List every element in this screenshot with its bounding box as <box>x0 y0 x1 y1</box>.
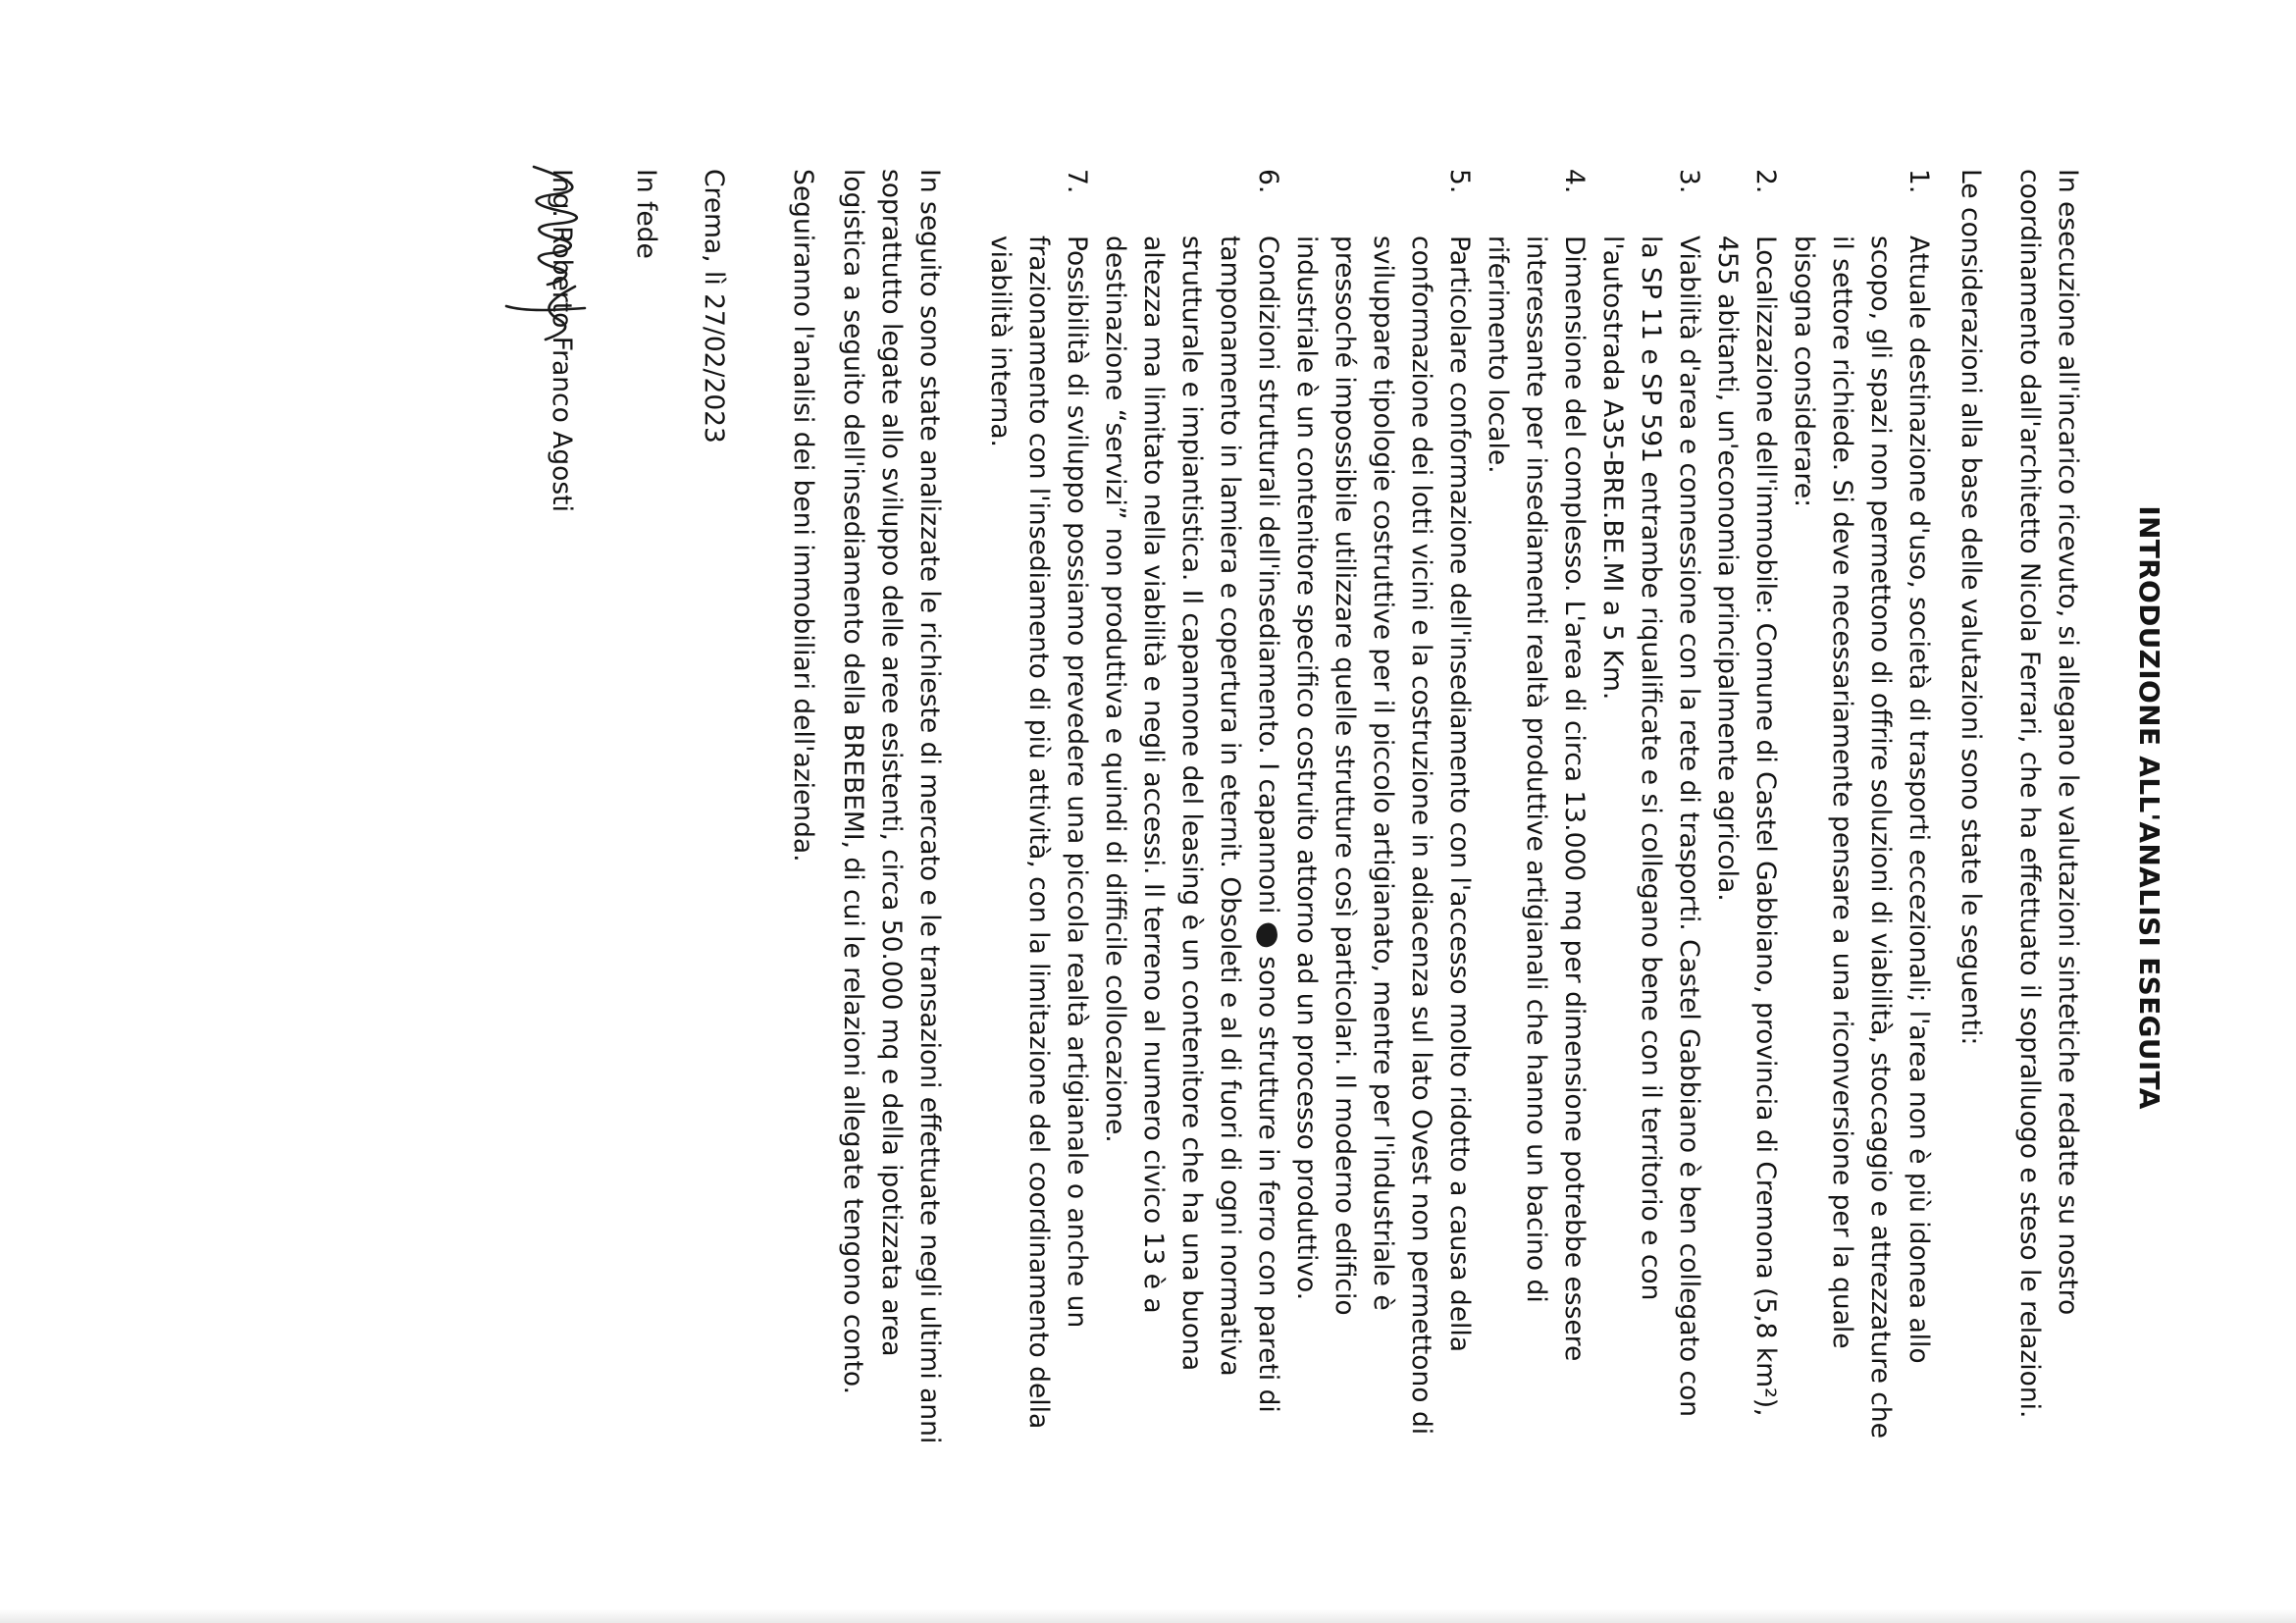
considerations-lead: Le considerazioni alla base delle valutazioni sono state le seguenti: <box>1956 169 1986 1046</box>
list-item-text: Viabilità d'area e connessione con la rete di trasporti. Castel Gabbiano è ben collegato con la SP 11 e SP 591 entrambe riqualificate e si collegano bene con il territorio e con l'autostrada A35-BRE.BE.MI a 5 Km. <box>1597 236 1704 1418</box>
list-item <box>1593 169 1708 1446</box>
list-item-text: Particolare conformazione dell'insediamento con l'accesso molto ridotto a causa della conformazione dei lotti vicini e la costruzione in adiacenza sul lato Ovest non permettono di sviluppare tipologie costruttive per il piccolo artigianato, mentre per l'industriale è pressoché impossibile utilizzare quelle strutture così particolari. Il moderno edificio industriale è un contenitore specifico costruito attorno ad un processo produttivo. <box>1291 236 1475 1436</box>
list-item <box>981 169 1096 1446</box>
redaction-mark <box>1254 921 1280 949</box>
list-item-number: 6. <box>1253 169 1283 194</box>
list-item-number: 1. <box>1904 169 1934 194</box>
list-item-number: 2. <box>1750 169 1781 194</box>
list-item-text: Possibilità di sviluppo possiamo prevedere una piccola realtà artigianale o anche un frazionamento con l'insediamento di più attività, con la limitazione del coordinamento della viabilità interna. <box>985 236 1092 1430</box>
list-item-text-before: Condizioni strutturali dell'insediamento. I capannoni <box>1253 236 1283 915</box>
followup-paragraph: In seguito sono state analizzate le richieste di mercato e le transazioni effettuate negli ultimi anni soprattutto legate allo sviluppo delle aree esistenti, circa 50.000 mq e della ipotizzata area logistica a seguito dell'insediamento della BREBEMI, di cui le relazioni allegate tengono conto. <box>838 169 945 1444</box>
list-item-number: 4. <box>1559 169 1590 194</box>
list-item <box>1479 169 1593 1446</box>
list-item-text-after: sono strutture in ferro con pareti di tamponamento in lamiera e copertura in eternit. Obsoleti e al di fuori di ogni normativa strutturale e impiantistica. Il capannone del leasing è un contenitore che ha una buona altezza ma limitato nella viabilità e negli accessi. Il terreno al numero civico 13 è a destinazione “servizi” non produttiva e quindi di difficile collocazione. <box>1100 236 1283 1413</box>
closing-paragraph: Seguiranno l'analisi dei beni immobiliari dell'azienda. <box>788 169 818 863</box>
handwritten-signature <box>501 161 595 357</box>
list-item-number: 5. <box>1444 169 1475 194</box>
page-title: INTRODUZIONE ALL'ANALISI ESEGUITA <box>2133 505 2166 1110</box>
list-item <box>1096 169 1287 1446</box>
in-fede-label: In fede <box>631 169 661 259</box>
list-item-text: Attuale destinazione d'uso, società di trasporti eccezionali; l'area non è più idonea allo scopo, gli spazi non permettono di offrire soluzioni di viabilità, stoccaggio e attrezzature che il settore richiede. Si deve necessariamente pensare a una riconversione per la quale bisogna considerare: <box>1789 236 1934 1439</box>
list-item-number: 7. <box>1062 169 1092 194</box>
considerations-list <box>981 169 1938 1446</box>
list-item <box>1785 169 1938 1446</box>
signer-name: Ing. Roberto Franco Agosti <box>547 169 577 512</box>
list-item <box>1708 169 1785 1446</box>
list-item-text: Localizzazione dell'immobile: Comune di Castel Gabbiano, provincia di Cremona (5,8 km²), 455 abitanti, un'economia principalmente agricola. <box>1712 236 1781 1417</box>
intro-paragraph: In esecuzione all'incarico ricevuto, si allegano le valutazioni sintetiche redatte su nostro coordinamento dall'architetto Nicola Ferrari, che ha effettuato il sopralluogo e steso le relazioni. <box>2014 169 2083 1419</box>
signer-block <box>543 169 581 1446</box>
list-item-text: Dimensione del complesso. L'area di circa 13.000 mq per dimensione potrebbe essere interessante per insediamenti realtà produttive artigianali che hanno un bacino di riferimento locale. <box>1483 236 1590 1362</box>
list-item <box>1287 169 1479 1446</box>
list-item-number: 3. <box>1674 169 1704 194</box>
place-date: Crema, lì 27/02/2023 <box>699 169 729 444</box>
